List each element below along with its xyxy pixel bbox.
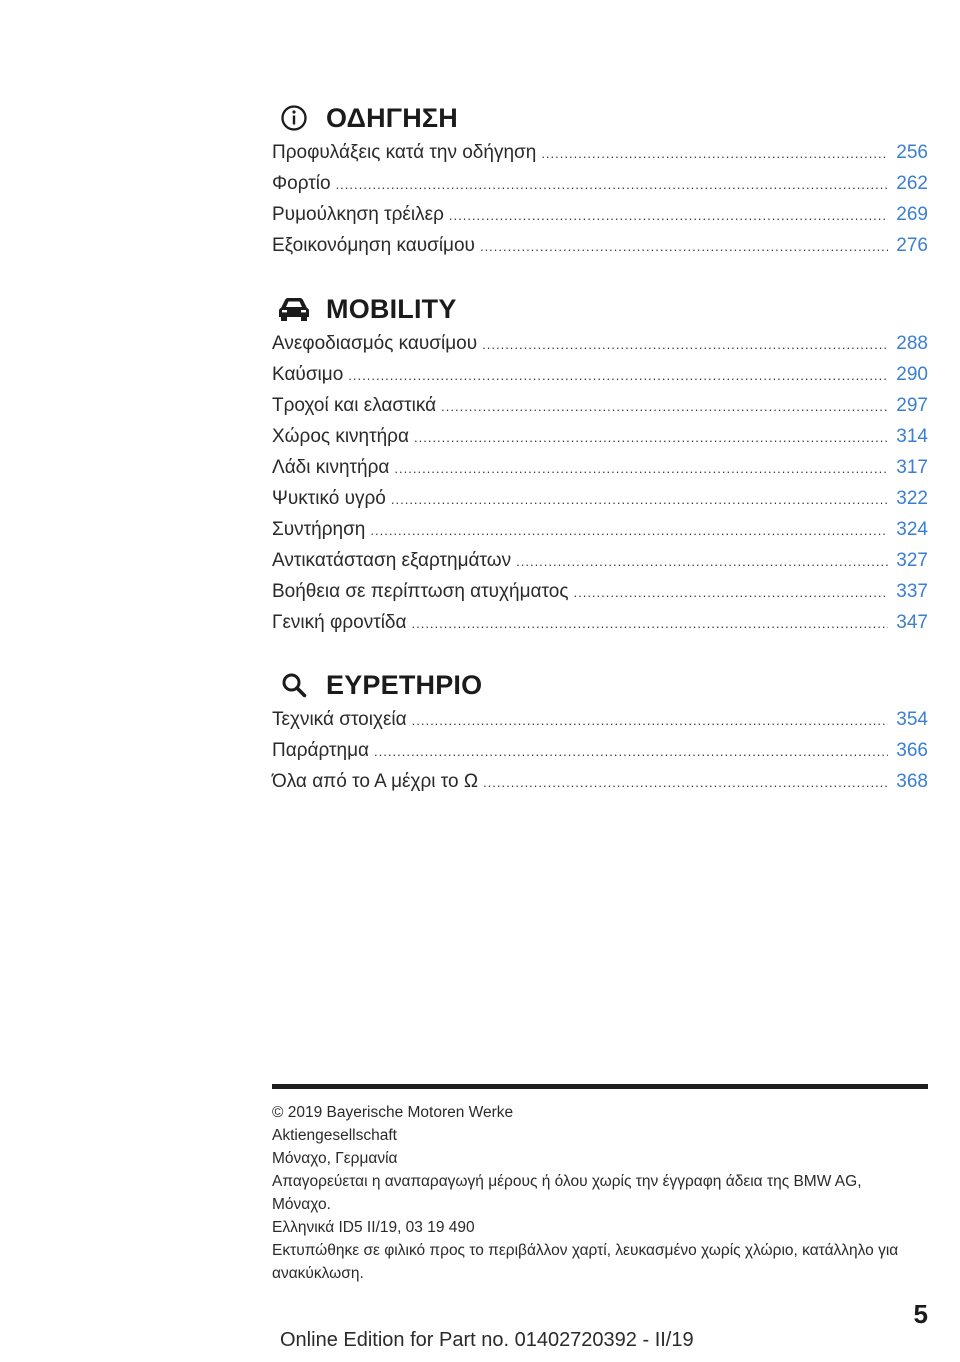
dot-leader	[394, 461, 888, 476]
toc-entry-label: Συντήρηση	[272, 519, 366, 540]
imprint	[272, 1101, 932, 1285]
section-title: ΕΥΡΕΤΗΡΙΟ	[326, 669, 483, 700]
toc-entry-label: Ανεφοδιασμός καυσίμου	[272, 333, 478, 354]
toc-entry[interactable]	[272, 426, 928, 457]
toc-entry[interactable]	[272, 395, 928, 426]
toc-entry-page[interactable]: 276	[896, 235, 928, 256]
dot-leader	[482, 337, 888, 352]
toc-entry-label: Ρυμούλκηση τρέιλερ	[272, 204, 444, 225]
page-number: 5	[913, 1299, 928, 1329]
car-icon	[276, 293, 312, 325]
dot-leader	[374, 744, 888, 759]
toc-entry-label: Αντικατάσταση εξαρτημάτων	[272, 550, 512, 571]
toc-entry-page[interactable]: 290	[896, 364, 928, 385]
toc-entry-label: Φορτίο	[272, 173, 331, 194]
toc-entry-label: Προφυλάξεις κατά την οδήγηση	[272, 142, 537, 163]
toc-entry[interactable]	[272, 581, 928, 612]
dot-leader	[480, 239, 888, 254]
toc-entry-page[interactable]: 288	[896, 333, 928, 354]
toc-section-index	[272, 665, 928, 802]
toc-entry[interactable]	[272, 519, 928, 550]
toc-entry[interactable]	[272, 204, 928, 235]
dot-leader	[516, 554, 888, 569]
toc-entry-label: Γενική φροντίδα	[272, 612, 407, 633]
toc-entry-label: Τεχνικά στοιχεία	[272, 709, 407, 730]
section-heading	[272, 289, 928, 329]
imprint-line: ανακύκλωση.	[272, 1265, 364, 1282]
imprint-line: Μόναχο, Γερμανία	[272, 1150, 398, 1167]
toc-entry-page[interactable]: 366	[896, 740, 928, 761]
toc-entry-page[interactable]: 269	[896, 204, 928, 225]
toc-entry-page[interactable]: 297	[896, 395, 928, 416]
toc-entry-label: Τροχοί και ελαστικά	[272, 395, 437, 416]
toc-entry[interactable]	[272, 740, 928, 771]
toc-entry[interactable]	[272, 142, 928, 173]
toc-entry-label: Λάδι κινητήρα	[272, 457, 390, 478]
imprint-line: Εκτυπώθηκε σε φιλικό προς το περιβάλλον χαρτί, λευκασμένο χωρίς χλώριο, κατάλληλο για	[272, 1242, 899, 1259]
toc-entry-label: Παράρτημα	[272, 740, 370, 761]
toc-entry[interactable]	[272, 364, 928, 395]
dot-leader	[336, 177, 888, 192]
toc-entry[interactable]	[272, 709, 928, 740]
toc-entry-page[interactable]: 317	[896, 457, 928, 478]
toc-entry-page[interactable]: 262	[896, 173, 928, 194]
toc-entry[interactable]	[272, 488, 928, 519]
toc-entry[interactable]	[272, 771, 928, 802]
toc-entry-page[interactable]: 256	[896, 142, 928, 163]
toc-entry-page[interactable]: 347	[896, 612, 928, 633]
dot-leader	[541, 146, 888, 161]
info-icon	[276, 102, 312, 134]
toc-entry[interactable]	[272, 550, 928, 581]
online-edition-note: Online Edition for Part no. 01402720392 - II/19	[280, 1329, 694, 1351]
toc-entry-page[interactable]: 314	[896, 426, 928, 447]
dot-leader	[449, 208, 888, 223]
toc-entry-label: Καύσιμο	[272, 364, 344, 385]
imprint-line: © 2019 Bayerische Motoren Werke	[272, 1104, 514, 1121]
toc-entry-label: Όλα από το Α μέχρι το Ω	[272, 771, 479, 792]
toc-entry-page[interactable]: 368	[896, 771, 928, 792]
dot-leader	[411, 616, 888, 631]
imprint-line: Ελληνικά ID5 II/19, 03 19 490	[272, 1219, 475, 1236]
toc-entry[interactable]	[272, 457, 928, 488]
toc-entry-label: Εξοικονόμηση καυσίμου	[272, 235, 475, 256]
search-icon	[276, 669, 312, 701]
toc-entry-label: Χώρος κινητήρα	[272, 426, 409, 447]
dot-leader	[391, 492, 888, 507]
footer-divider	[272, 1084, 928, 1089]
dot-leader	[348, 368, 888, 383]
toc-entry[interactable]	[272, 612, 928, 643]
imprint-line: Απαγορεύεται η αναπαραγωγή μέρους ή όλου χωρίς την έγγραφη άδεια της BMW AG,	[272, 1173, 862, 1190]
dot-leader	[414, 430, 888, 445]
toc-section-driving	[272, 98, 928, 266]
dot-leader	[370, 523, 888, 538]
toc-entry-label: Ψυκτικό υγρό	[272, 488, 386, 509]
toc-entry-page[interactable]: 337	[896, 581, 928, 602]
section-heading	[272, 98, 928, 138]
section-heading	[272, 665, 928, 705]
toc-section-mobility	[272, 289, 928, 643]
section-title: MOBILITY	[326, 293, 457, 324]
toc-entry-page[interactable]: 324	[896, 519, 928, 540]
dot-leader	[441, 399, 888, 414]
toc-entry[interactable]	[272, 333, 928, 364]
imprint-line: Μόναχο.	[272, 1196, 331, 1213]
toc-entry[interactable]	[272, 235, 928, 266]
dot-leader	[573, 585, 888, 600]
toc-entry[interactable]	[272, 173, 928, 204]
toc-entry-page[interactable]: 327	[896, 550, 928, 571]
dot-leader	[483, 775, 888, 790]
toc-entry-label: Βοήθεια σε περίπτωση ατυχήματος	[272, 581, 569, 602]
toc-entry-page[interactable]: 322	[896, 488, 928, 509]
section-title: ΟΔΗΓΗΣΗ	[326, 102, 459, 133]
toc-entry-page[interactable]: 354	[896, 709, 928, 730]
imprint-line: Aktiengesellschaft	[272, 1127, 397, 1144]
dot-leader	[412, 713, 888, 728]
